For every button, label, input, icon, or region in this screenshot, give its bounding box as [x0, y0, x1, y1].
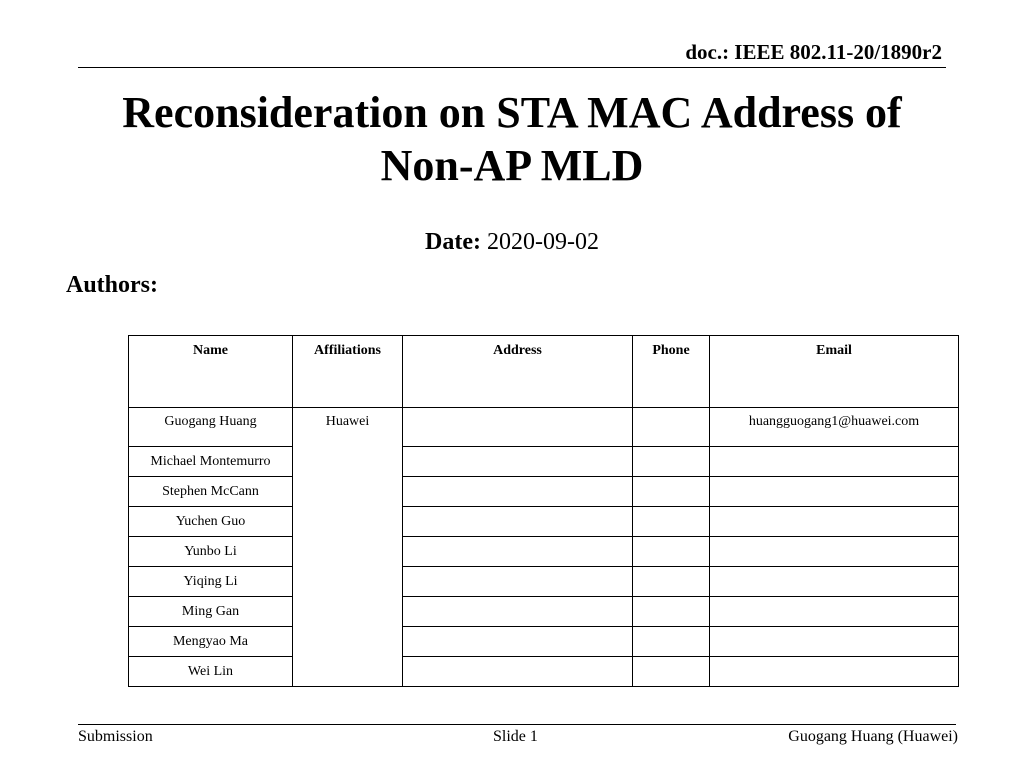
table-row	[129, 537, 959, 567]
author-address	[403, 477, 633, 507]
author-phone	[633, 477, 710, 507]
authors-label: Authors:	[66, 272, 159, 298]
table-row	[129, 597, 959, 627]
slide-title	[0, 86, 1024, 192]
author-phone	[633, 597, 710, 627]
author-name: Guogang Huang	[129, 408, 293, 447]
author-email: huangguogang1@huawei.com	[710, 408, 959, 447]
author-phone	[633, 657, 710, 687]
author-address	[403, 537, 633, 567]
author-email	[710, 657, 959, 687]
author-address	[403, 408, 633, 447]
table-row	[129, 408, 959, 447]
column-header-email: Email	[710, 336, 959, 408]
document-id: doc.: IEEE 802.11-20/1890r2	[685, 40, 942, 64]
author-name: Yuchen Guo	[129, 507, 293, 537]
author-email	[710, 597, 959, 627]
column-header-phone: Phone	[633, 336, 710, 408]
author-address	[403, 447, 633, 477]
footer-submission: Submission	[78, 728, 153, 745]
author-name: Michael Montemurro	[129, 447, 293, 477]
header-divider	[78, 67, 946, 68]
author-address	[403, 657, 633, 687]
column-header-name: Name	[129, 336, 293, 408]
author-name: Yiqing Li	[129, 567, 293, 597]
table-row	[129, 507, 959, 537]
author-phone	[633, 627, 710, 657]
column-header-address: Address	[403, 336, 633, 408]
title-line-2: Non-AP MLD	[380, 141, 644, 190]
date-label: Date:	[425, 229, 481, 255]
footer-slide-number: Slide 1	[493, 728, 538, 745]
table-row	[129, 477, 959, 507]
table-row	[129, 627, 959, 657]
author-address	[403, 507, 633, 537]
author-name: Ming Gan	[129, 597, 293, 627]
column-header-affiliations: Affiliations	[293, 336, 403, 408]
author-affiliation: Huawei	[293, 408, 403, 687]
author-phone	[633, 567, 710, 597]
table-row	[129, 657, 959, 687]
author-name: Yunbo Li	[129, 537, 293, 567]
author-phone	[633, 537, 710, 567]
author-name: Wei Lin	[129, 657, 293, 687]
author-phone	[633, 447, 710, 477]
date-line	[0, 229, 1024, 256]
authors-table	[128, 335, 959, 687]
table-header-row	[129, 336, 959, 408]
date-value: 2020-09-02	[486, 229, 599, 255]
author-address	[403, 567, 633, 597]
author-address	[403, 597, 633, 627]
author-email	[710, 447, 959, 477]
table-row	[129, 567, 959, 597]
author-address	[403, 627, 633, 657]
footer-divider	[78, 724, 956, 725]
title-line-1: Reconsideration on STA MAC Address of	[122, 88, 902, 137]
footer-author: Guogang Huang (Huawei)	[788, 728, 958, 745]
author-name: Stephen McCann	[129, 477, 293, 507]
author-email	[710, 477, 959, 507]
author-email	[710, 537, 959, 567]
author-name: Mengyao Ma	[129, 627, 293, 657]
author-phone	[633, 507, 710, 537]
author-phone	[633, 408, 710, 447]
author-email	[710, 627, 959, 657]
table-row	[129, 447, 959, 477]
author-email	[710, 567, 959, 597]
author-email	[710, 507, 959, 537]
